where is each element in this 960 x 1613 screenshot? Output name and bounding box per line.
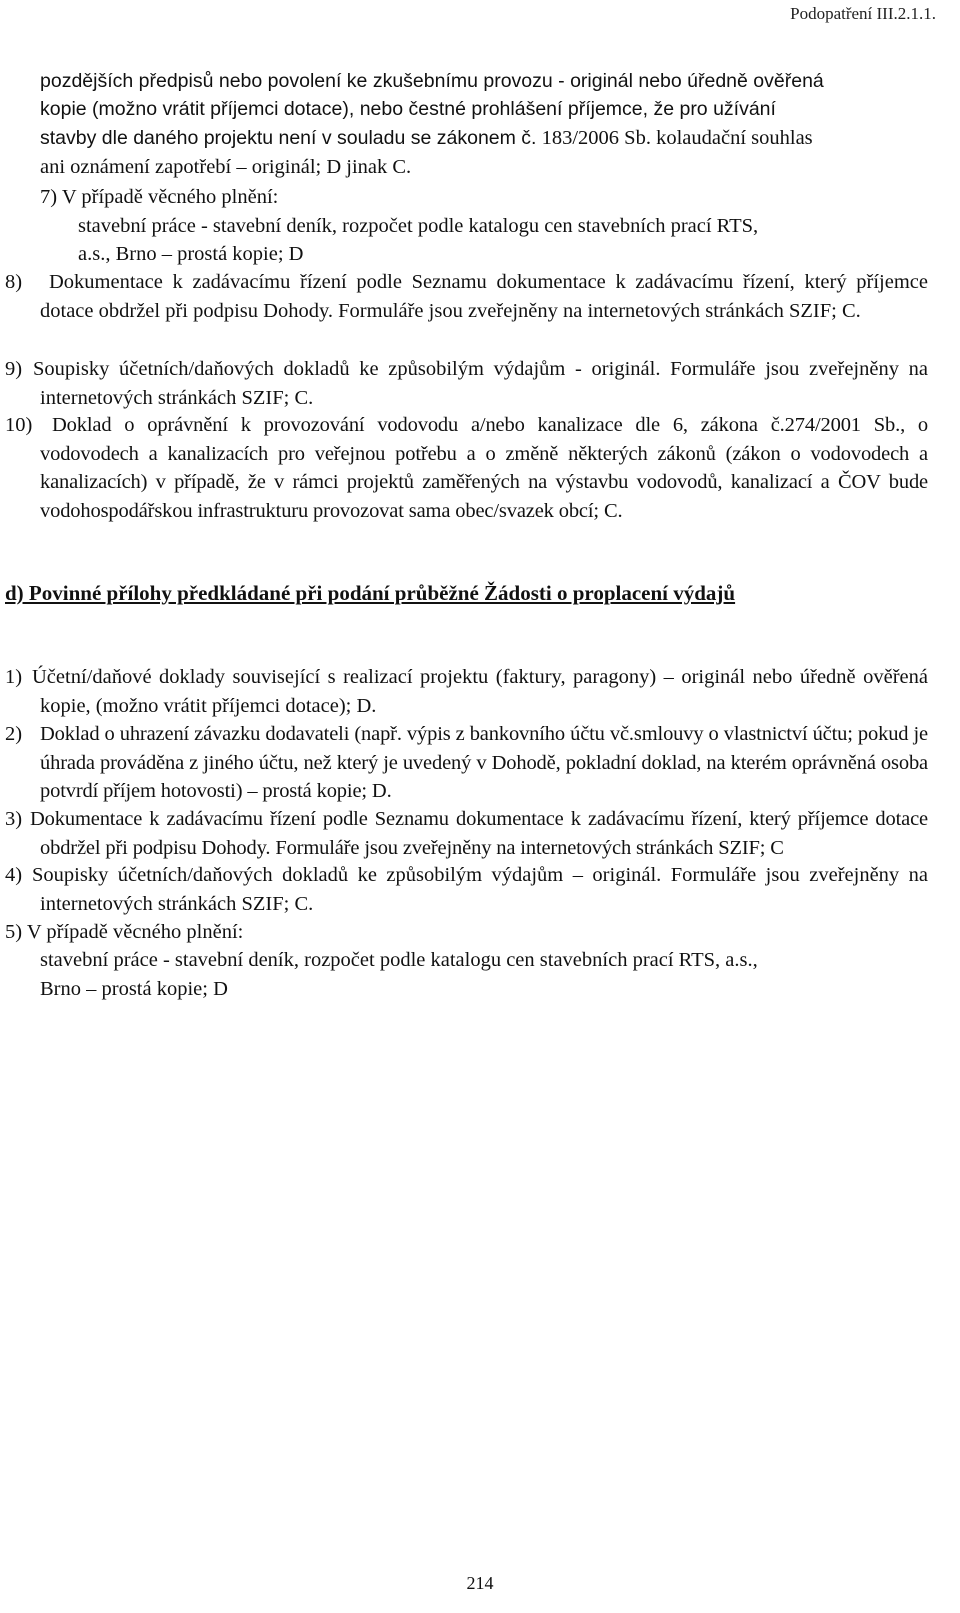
d-item-2-number: 2): [5, 723, 23, 745]
d-item-3-number: 3): [5, 808, 23, 830]
d-item-2-text: Doklad o uhrazení závazku dodavateli (např. výpis z bankovního účtu vč.smlouvy o vlastnictví účtu; pokud je úhrada prováděna z jiného účtu, než který je uvedený v Dohodě, pokladní doklad, na kterém oprávněná osoba potvrdí příjem hotovosti) – prostá kopie; D.: [40, 723, 928, 803]
item-8-text: Dokumentace k zadávacímu řízení podle Seznamu dokumentace k zadávacímu řízení, který příjemce dotace obdržel při podpisu Dohody. Formuláře jsou zveřejněny na internetových stránkách SZIF; C.: [40, 271, 928, 322]
d-item-5-line-2: Brno – prostá kopie; D: [40, 978, 228, 1000]
item-7-line-2: a.s., Brno – prostá kopie; D: [78, 243, 304, 265]
d-item-5-title: 5) V případě věcného plnění:: [5, 921, 244, 943]
page-header: Podopatření III.2.1.1.: [790, 4, 936, 23]
d-item-1-number: 1): [5, 666, 23, 688]
item-9-text: Soupisky účetních/daňových dokladů ke způsobilým výdajům - originál. Formuláře jsou zveřejněny na internetových stránkách SZIF; C.: [33, 358, 928, 409]
item-10-number: 10): [5, 414, 33, 436]
continuation-line-1: pozdějších předpisů nebo povolení ke zkušebnímu provozu - originál nebo úředně ověřená: [40, 70, 824, 92]
d-item-3-text: Dokumentace k zadávacímu řízení podle Seznamu dokumentace k zadávacímu řízení, který příjemce dotace obdržel při podpisu Dohody. Formuláře jsou zveřejněny na internetových stránkách SZIF; C: [30, 808, 928, 859]
continuation-line-2: kopie (možno vrátit příjemci dotace), nebo čestné prohlášení příjemce, že pro užívání: [40, 98, 776, 120]
d-item-5-line-1: stavební práce - stavební deník, rozpočet podle katalogu cen stavebních prací RTS, a.s.,: [40, 949, 758, 971]
item-8-number: 8): [5, 271, 23, 293]
d-item-4-text: Soupisky účetních/daňových dokladů ke způsobilým výdajům – originál. Formuláře jsou zveřejněny na internetových stránkách SZIF; C.: [32, 864, 928, 915]
d-item-4-number: 4): [5, 864, 23, 886]
item-7-line-1: stavební práce - stavební deník, rozpočet podle katalogu cen stavebních prací RTS,: [78, 215, 759, 237]
continuation-line-4: ani oznámení zapotřebí – originál; D jinak C.: [40, 156, 412, 178]
continuation-line-3: [40, 124, 930, 153]
item-10-text: Doklad o oprávnění k provozování vodovodu a/nebo kanalizace dle 6, zákona č.274/2001 Sb., o vodovodech a kanalizacích pro veřejnou potřebu a o změně některých zákonů (zákon o vodovodech a kanalizacích) v případě, že v rámci projektů zaměřených na výstavbu vodovodů, kanalizací a ČOV bude vodohospodářskou infrastrukturu provozovat sama obec/svazek obcí; C.: [40, 414, 928, 522]
page-number: 214: [466, 1573, 494, 1593]
item-7-title: 7) V případě věcného plnění:: [40, 186, 279, 208]
section-d-heading: d) Povinné přílohy předkládané při podání průběžné Žádosti o proplacení výdajů: [5, 581, 736, 605]
continuation-line-3b: 183/2006 Sb. kolaudační souhlas: [536, 127, 813, 149]
item-9-number: 9): [5, 358, 23, 380]
continuation-line-3a: stavby dle daného projektu není v souladu se zákonem č.: [40, 127, 537, 149]
d-item-1-text: Účetní/daňové doklady související s realizací projektu (faktury, paragony) – originál nebo úředně ověřená kopie, (možno vrátit příjemci dotace); D.: [32, 666, 928, 717]
